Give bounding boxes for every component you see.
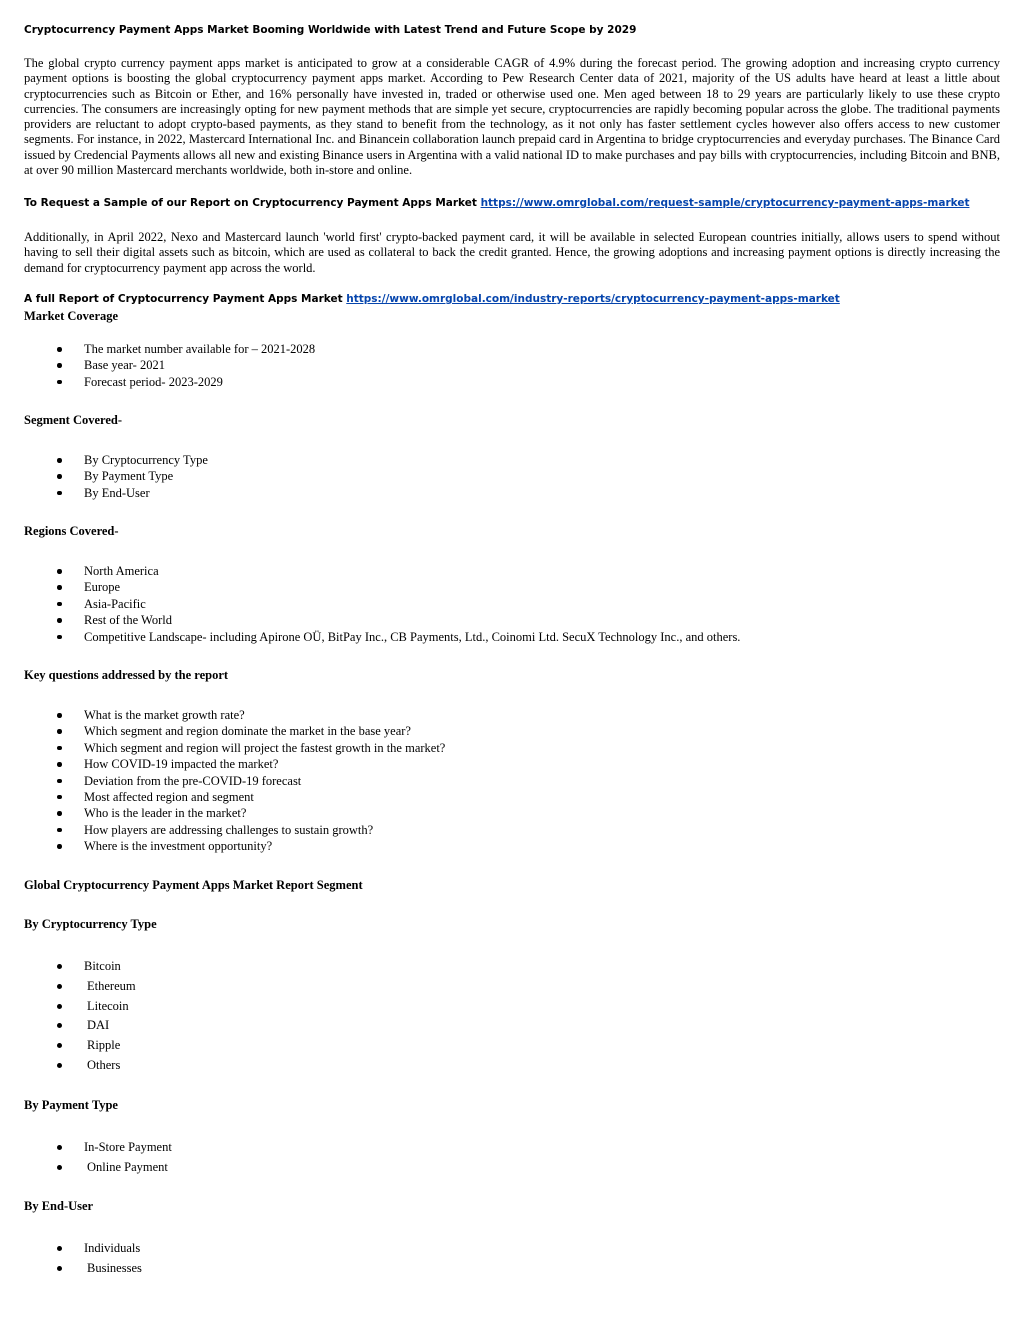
market-link[interactable]: global crypto currency payment apps market [48, 56, 280, 70]
key-questions-heading: Key questions addressed by the report [24, 668, 229, 682]
list-item: The market number available for – 2021-2028 [24, 341, 315, 357]
full-report-link[interactable]: https://www.omrglobal.com/industry-reports/cryptocurrency-payment-apps-market [346, 293, 840, 305]
by-crypto-type-list [24, 957, 136, 1076]
bullet-icon [57, 984, 62, 989]
bullet-icon [57, 1063, 62, 1068]
nexo-paragraph: Additionally, in April 2022, Nexo and Mastercard launch 'world first' crypto-backed payment card, it will be available in selected European countries initially, allows users to spend without having to sell their digital assets such as bitcoin, which are used as collateral to back the credit granted. Hence, the growing adoptions and increasing payment options is directly increasing the demand for cryptocurrency payment app across the world. [24, 230, 1000, 275]
list-item: Competitive Landscape- including Apirone OÜ, BitPay Inc., CB Payments, Ltd., Coinomi Ltd. SecuX Technology Inc., and others. [24, 629, 740, 645]
list-item: Europe [24, 579, 740, 595]
bullet-icon [57, 569, 62, 574]
sample-request-link[interactable]: https://www.omrglobal.com/request-sample/cryptocurrency-payment-apps-market [480, 197, 970, 209]
bullet-icon [57, 746, 62, 751]
page-title: Cryptocurrency Payment Apps Market Booming Worldwide with Latest Trend and Future Scope by 2029 [24, 24, 637, 36]
intro-paragraph [24, 56, 1000, 178]
bullet-icon [57, 811, 62, 816]
bullet-icon [57, 762, 62, 767]
by-crypto-type-heading: By Cryptocurrency Type [24, 917, 157, 931]
list-item: Which segment and region dominate the market in the base year? [24, 723, 445, 739]
bullet-icon [57, 1004, 62, 1009]
list-item: Bitcoin [24, 957, 136, 977]
by-end-user-heading: By End-User [24, 1199, 94, 1213]
list-item: Asia-Pacific [24, 596, 740, 612]
list-item: North America [24, 563, 740, 579]
bullet-icon [57, 380, 62, 385]
bullet-icon [57, 844, 62, 849]
list-item: What is the market growth rate? [24, 707, 445, 723]
bullet-icon [57, 363, 62, 368]
list-item: Which segment and region will project the fastest growth in the market? [24, 740, 445, 756]
list-item: Base year- 2021 [24, 357, 315, 373]
intro-lead: The [24, 56, 49, 70]
list-item: Most affected region and segment [24, 789, 445, 805]
list-item: By Cryptocurrency Type [24, 452, 208, 468]
list-item: In-Store Payment [24, 1138, 172, 1158]
sample-request-label: To Request a Sample of our Report on Cryptocurrency Payment Apps Market [24, 197, 481, 209]
bullet-icon [57, 1145, 62, 1150]
full-report-label: A full Report of Cryptocurrency Payment Apps Market [24, 293, 347, 305]
bullet-icon [57, 779, 62, 784]
bullet-icon [57, 795, 62, 800]
by-payment-type-list [24, 1138, 172, 1178]
list-item: By End-User [24, 485, 208, 501]
market-coverage-list [24, 341, 315, 390]
bullet-icon [57, 1165, 62, 1170]
list-item: By Payment Type [24, 468, 208, 484]
list-item: Online Payment [24, 1158, 172, 1178]
list-item: Who is the leader in the market? [24, 805, 445, 821]
bullet-icon [57, 964, 62, 969]
bullet-icon [57, 1043, 62, 1048]
list-item: Others [24, 1056, 136, 1076]
full-report-line [24, 293, 840, 305]
bullet-icon [57, 713, 62, 718]
list-item: Litecoin [24, 997, 136, 1017]
list-item: How players are addressing challenges to sustain growth? [24, 822, 445, 838]
bullet-icon [57, 602, 62, 607]
bullet-icon [57, 474, 62, 479]
bullet-icon [57, 458, 62, 463]
list-item: Ripple [24, 1036, 136, 1056]
list-item: Individuals [24, 1239, 142, 1259]
list-item: Where is the investment opportunity? [24, 838, 445, 854]
list-item: Deviation from the pre-COVID-19 forecast [24, 773, 445, 789]
list-item: DAI [24, 1016, 136, 1036]
list-item: How COVID-19 impacted the market? [24, 756, 445, 772]
bullet-icon [57, 585, 62, 590]
segment-covered-list [24, 452, 208, 501]
bullet-icon [57, 828, 62, 833]
segment-covered-heading: Segment Covered- [24, 413, 123, 427]
list-item: Forecast period- 2023-2029 [24, 374, 315, 390]
report-segment-heading: Global Cryptocurrency Payment Apps Market Report Segment [24, 878, 363, 892]
market-coverage-heading: Market Coverage [24, 309, 119, 323]
key-questions-list [24, 707, 445, 855]
bullet-icon [57, 347, 62, 352]
regions-covered-heading: Regions Covered- [24, 524, 119, 538]
sample-request-line [24, 197, 969, 209]
intro-body: is anticipated to grow at a considerable CAGR of 4.9% during the forecast period. The growing adoption and increasing crypto currency payment options is boosting the global cryptocurrency payment apps market. According to Pew Research Center data of 2021, majority of the US adults have heard at least a little about cryptocurrencies such as Bitcoin or Ether, and 16% personally have invested in, traded or otherwise used one. Men aged between 18 to 29 years are particularly likely to use these crypto currencies. The consumers are increasingly opting for new payment methods that are simple yet secure, cryptocurrencies are rapidly becoming popular across the globe. The traditional payments providers are reluctant to adopt crypto-based payments, as they stand to benefit from the technology, as it not only has faster settlement cycles however also offers access to new customer segments. For instance, in 2022, Mastercard International Inc. and Binancein collaboration launch prepaid card in Argentina to bridge cryptocurrencies and everyday purchases. The Binance Card issued by Credencial Payments allows all new and existing Binance users in Argentina with a valid national ID to make purchases and pay bills with cryptocurrencies, including Bitcoin and BNB, at over 90 million Mastercard merchants worldwide, both in-store and online. [24, 56, 1001, 178]
bullet-icon [57, 491, 62, 496]
by-end-user-list [24, 1239, 142, 1279]
list-item: Ethereum [24, 977, 136, 997]
bullet-icon [57, 635, 62, 640]
bullet-icon [57, 1266, 62, 1271]
bullet-icon [57, 1023, 62, 1028]
bullet-icon [57, 1246, 62, 1251]
bullet-icon [57, 729, 62, 734]
regions-covered-list [24, 563, 740, 645]
bullet-icon [57, 618, 62, 623]
list-item: Businesses [24, 1259, 142, 1279]
list-item: Rest of the World [24, 612, 740, 628]
by-payment-type-heading: By Payment Type [24, 1098, 118, 1112]
